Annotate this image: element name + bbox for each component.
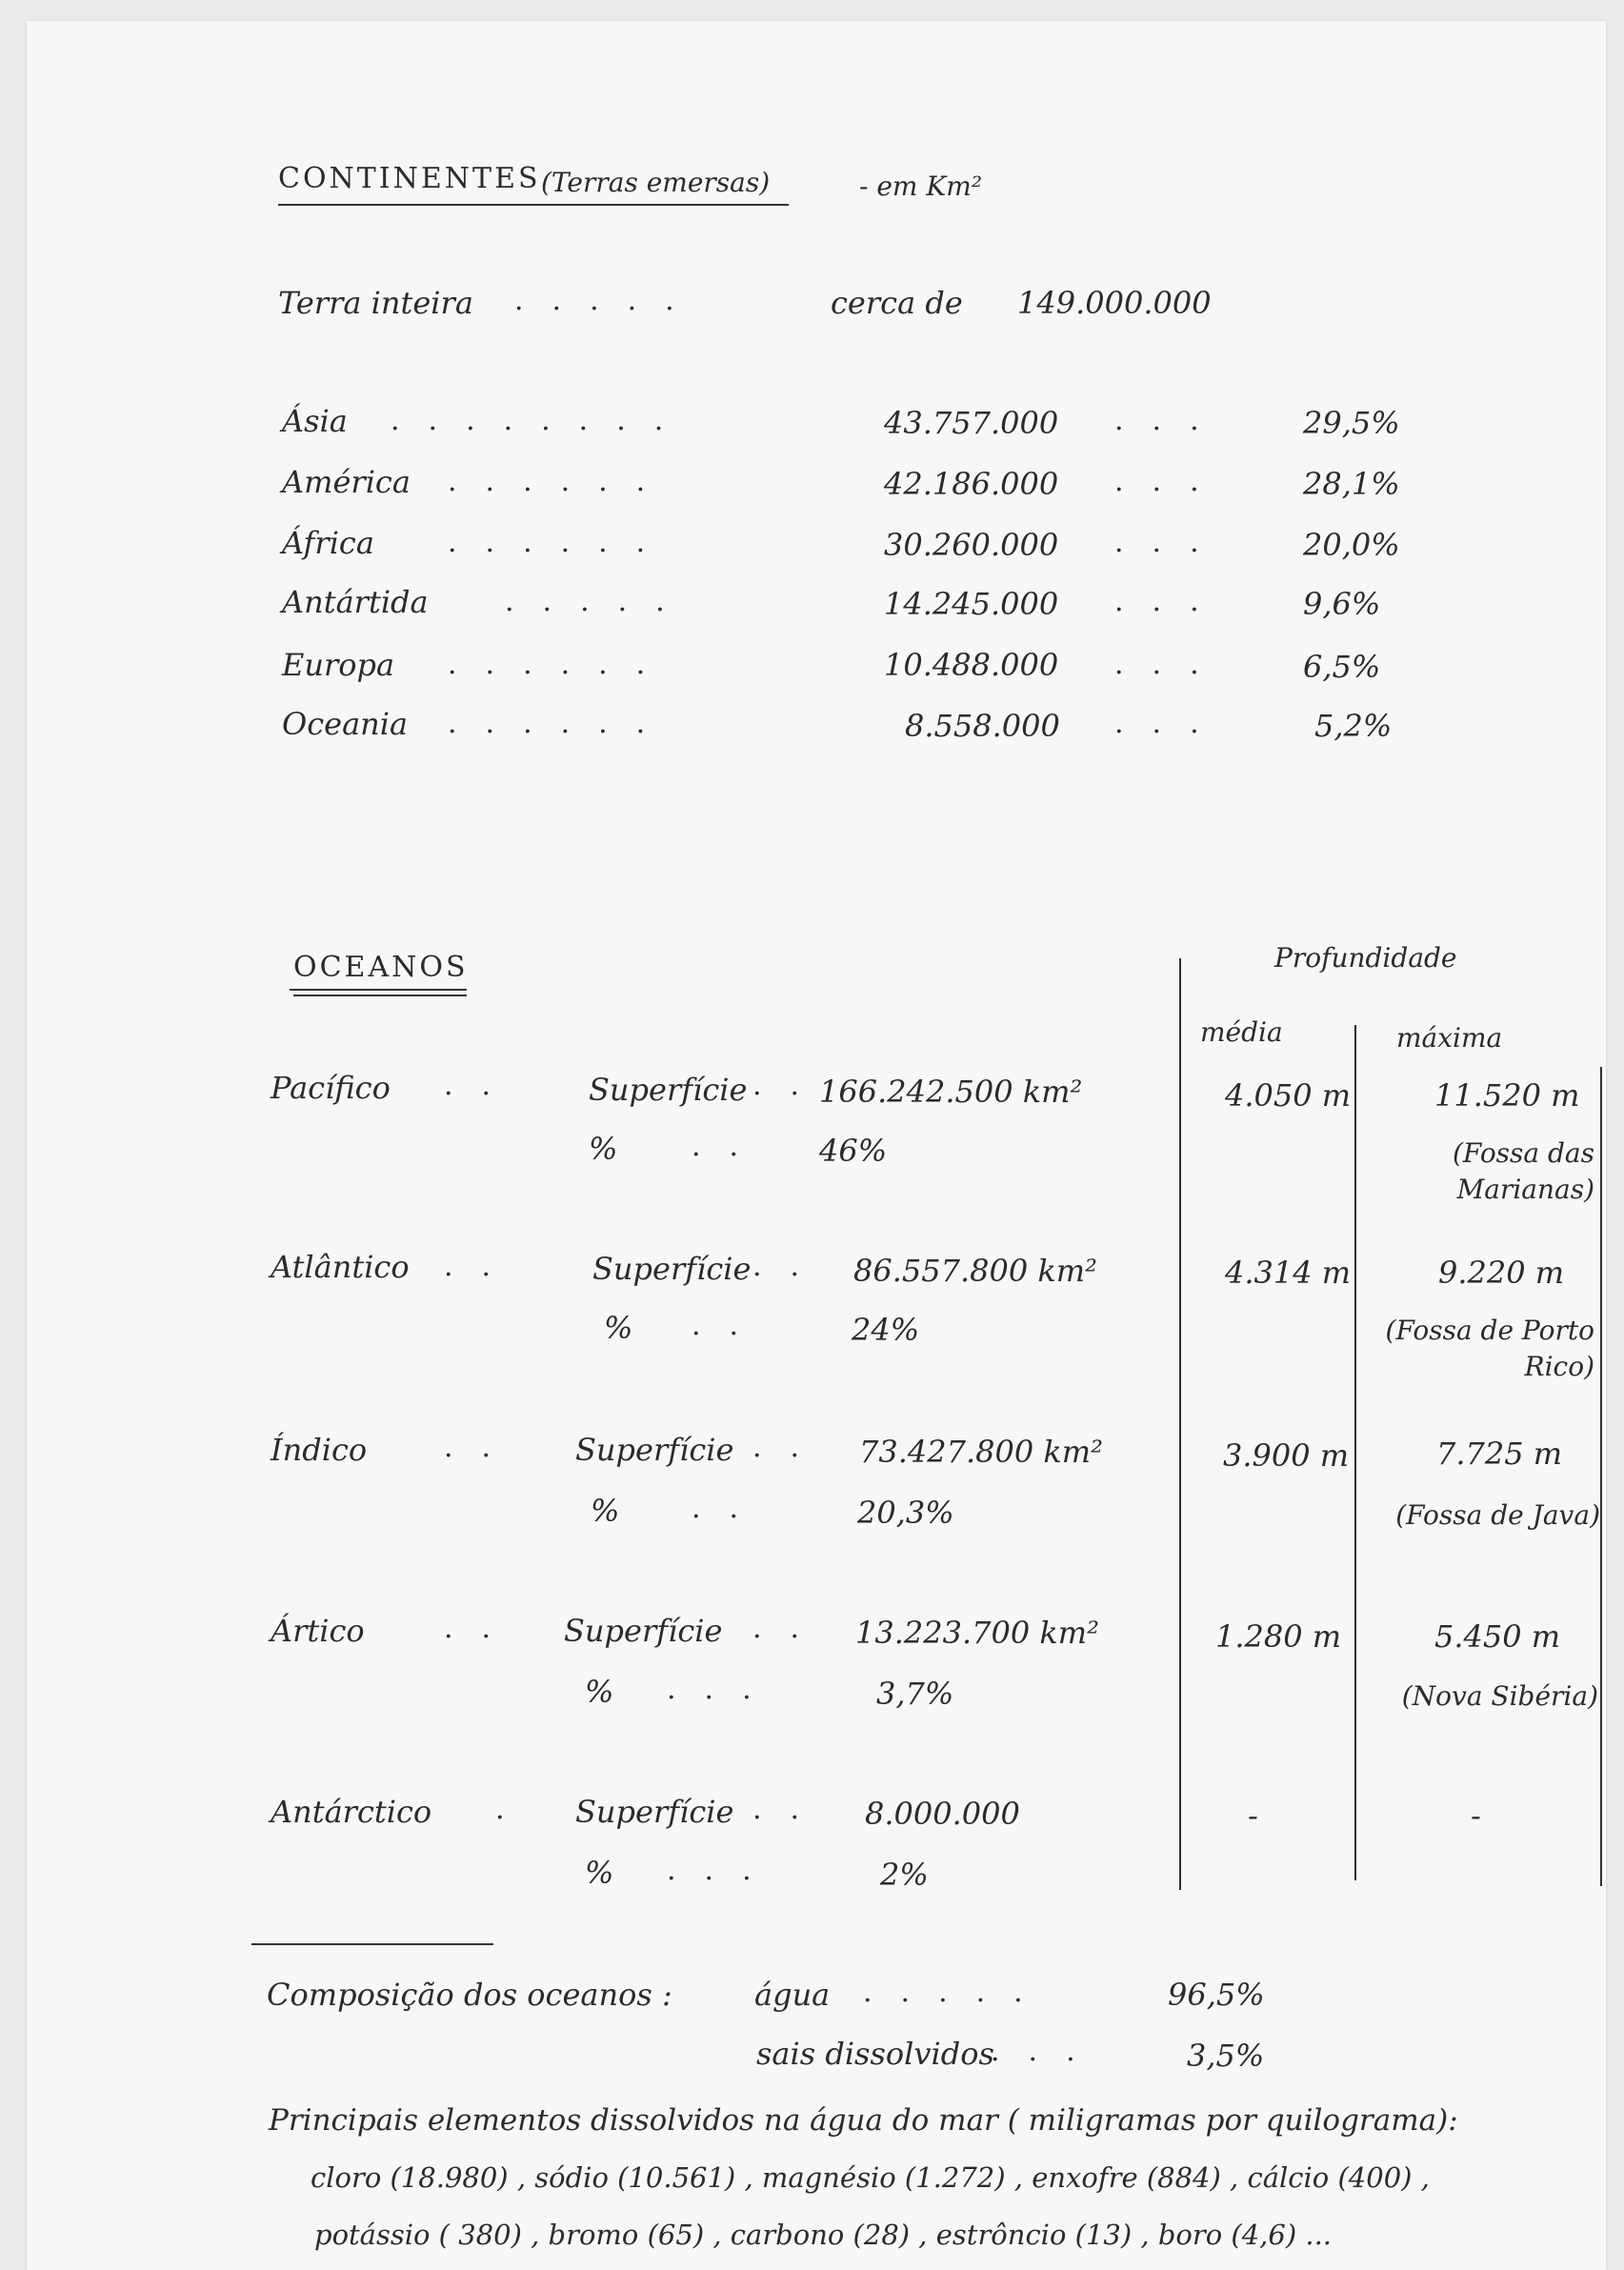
ocean-mean-depth: 4.050 m (1225, 1077, 1352, 1114)
ocean-max-depth: 11.520 m (1434, 1077, 1580, 1114)
ocean-pct: 24% (852, 1312, 920, 1348)
elements-line-2: potássio ( 380) , bromo (65) , carbono (28) , estrôncio (13) , boro (4,6) ... (314, 2219, 1333, 2251)
ocean-trench: (Fossa de Porto Rico) (1385, 1315, 1594, 1382)
oceans-title-underline-2 (293, 994, 467, 996)
whole-earth-value: 149.000.000 (1017, 285, 1212, 321)
leader-dots: .. (444, 1069, 520, 1102)
ocean-trench: (Fossa de Java) (1395, 1499, 1600, 1531)
salts-label: sais dissolvidos (756, 2036, 994, 2072)
leader-dots: ... (1114, 526, 1228, 559)
ocean-mean-depth: 1.280 m (1215, 1618, 1342, 1655)
ocean-pct-label: % (585, 1674, 614, 1710)
column-divider-mean (1179, 958, 1181, 1890)
ocean-area: 73.427.800 km² (859, 1434, 1103, 1470)
water-value: 96,5% (1168, 1977, 1265, 2013)
ocean-name: Atlântico (271, 1249, 410, 1285)
leader-dots: .. (444, 1250, 520, 1283)
leader-dots: .. (752, 1612, 829, 1645)
section-separator (251, 1943, 493, 1945)
continent-area: 42.186.000 (884, 466, 1059, 502)
leader-dots: ..... (505, 585, 693, 618)
depth-mean-header: média (1200, 1016, 1283, 1048)
ocean-name: Índico (271, 1432, 368, 1468)
ocean-surface-label: Superfície (575, 1794, 734, 1830)
continent-name: África (282, 525, 374, 561)
continent-pct: 20,0% (1303, 527, 1400, 563)
ocean-pct: 3,7% (876, 1676, 954, 1712)
continent-pct: 5,2% (1314, 708, 1393, 744)
elements-intro: Principais elementos dissolvidos na água do mar ( miligramas por quilograma): (269, 2103, 1458, 2138)
ocean-pct-label: % (585, 1855, 614, 1891)
ocean-pct-label: % (589, 1131, 618, 1167)
ocean-pct: 20,3% (857, 1495, 954, 1531)
leader-dots: .. (752, 1069, 829, 1102)
ocean-pct-label: % (604, 1310, 633, 1346)
ocean-area: 8.000.000 (865, 1796, 1020, 1832)
ocean-surface-label: Superfície (575, 1432, 734, 1468)
column-divider-max (1354, 1025, 1356, 1880)
ocean-mean-depth: - (1248, 1798, 1258, 1834)
leader-dots: ... (1114, 585, 1228, 618)
water-label: água (754, 1977, 831, 2013)
continent-area: 43.757.000 (884, 405, 1059, 441)
leader-dots: .. (752, 1793, 829, 1826)
continent-area: 8.558.000 (905, 708, 1060, 744)
leader-dots: .. (692, 1130, 768, 1163)
leader-dots: ... (1114, 465, 1228, 498)
oceans-title-underline (290, 989, 467, 991)
ocean-max-depth: 9.220 m (1438, 1255, 1565, 1291)
ocean-area: 166.242.500 km² (819, 1074, 1083, 1110)
leader-dots: ... (1114, 707, 1228, 740)
leader-dots: . (495, 1793, 533, 1826)
leader-dots: ...... (448, 648, 674, 681)
ocean-pct-label: % (591, 1493, 620, 1529)
ocean-pct: 2% (880, 1857, 929, 1893)
leader-dots: ... (991, 2035, 1104, 2068)
oceans-title: OCEANOS (293, 951, 469, 984)
continent-pct: 28,1% (1303, 466, 1400, 502)
ocean-mean-depth: 3.900 m (1223, 1437, 1350, 1474)
document-page (27, 21, 1606, 2270)
column-divider-edge (1600, 1067, 1602, 1886)
ocean-name: Ártico (271, 1613, 365, 1649)
continents-title-paren: (Terras emersas) (541, 167, 771, 198)
continents-title-underline (278, 204, 789, 206)
leader-dots: ... (667, 1854, 780, 1887)
continent-name: Antártida (282, 584, 429, 620)
leader-dots: .. (752, 1431, 829, 1464)
continent-area: 30.260.000 (884, 527, 1059, 563)
continent-name: Europa (282, 647, 395, 683)
continent-area: 10.488.000 (884, 647, 1059, 683)
whole-earth-label: Terra inteira (278, 285, 473, 321)
leader-dots: .. (444, 1431, 520, 1464)
ocean-name: Pacífico (271, 1070, 391, 1106)
ocean-max-depth: 7.725 m (1436, 1436, 1563, 1472)
leader-dots: .. (752, 1250, 829, 1283)
continent-name: América (282, 464, 411, 500)
ocean-surface-label: Superfície (564, 1613, 723, 1649)
leader-dots: ...... (448, 526, 674, 559)
leader-dots: ... (667, 1673, 780, 1706)
ocean-area: 86.557.800 km² (853, 1253, 1097, 1289)
continents-unit: - em Km² (859, 171, 983, 202)
leader-dots: ... (1114, 648, 1228, 681)
leader-dots: .. (692, 1492, 768, 1525)
salts-value: 3,5% (1187, 2038, 1265, 2074)
leader-dots: .. (444, 1612, 520, 1645)
continent-name: Oceania (282, 706, 409, 742)
ocean-mean-depth: 4.314 m (1225, 1255, 1352, 1291)
leader-dots: .. (692, 1309, 768, 1342)
ocean-max-depth: 5.450 m (1434, 1618, 1561, 1655)
continent-pct: 29,5% (1303, 405, 1400, 441)
ocean-area: 13.223.700 km² (855, 1615, 1099, 1651)
leader-dots: ... (1114, 404, 1228, 437)
continent-name: Ásia (282, 403, 348, 439)
ocean-pct: 46% (819, 1133, 888, 1169)
ocean-trench: (Fossa das Marianas) (1453, 1137, 1594, 1205)
leader-dots: ..... (514, 284, 703, 317)
elements-line-1: cloro (18.980) , sódio (10.561) , magnésio (1.272) , enxofre (884) , cálcio (400) , (311, 2161, 1430, 2194)
continent-pct: 9,6% (1303, 586, 1381, 622)
leader-dots: ........ (391, 404, 692, 437)
leader-dots: ...... (448, 465, 674, 498)
ocean-surface-label: Superfície (589, 1072, 748, 1108)
leader-dots: ...... (448, 707, 674, 740)
whole-earth-prefix: cerca de (831, 285, 963, 321)
ocean-name: Antárctico (271, 1794, 432, 1830)
continent-area: 14.245.000 (884, 586, 1059, 622)
composition-label: Composição dos oceanos : (267, 1977, 672, 2013)
ocean-max-depth: - (1471, 1798, 1481, 1834)
leader-dots: ..... (863, 1976, 1052, 2009)
depth-max-header: máxima (1396, 1022, 1503, 1054)
ocean-surface-label: Superfície (592, 1251, 752, 1287)
ocean-trench: (Nova Sibéria) (1401, 1680, 1598, 1712)
continent-pct: 6,5% (1303, 649, 1381, 685)
continents-title: CONTINENTES (278, 162, 541, 195)
depth-header: Profundidade (1274, 942, 1457, 974)
